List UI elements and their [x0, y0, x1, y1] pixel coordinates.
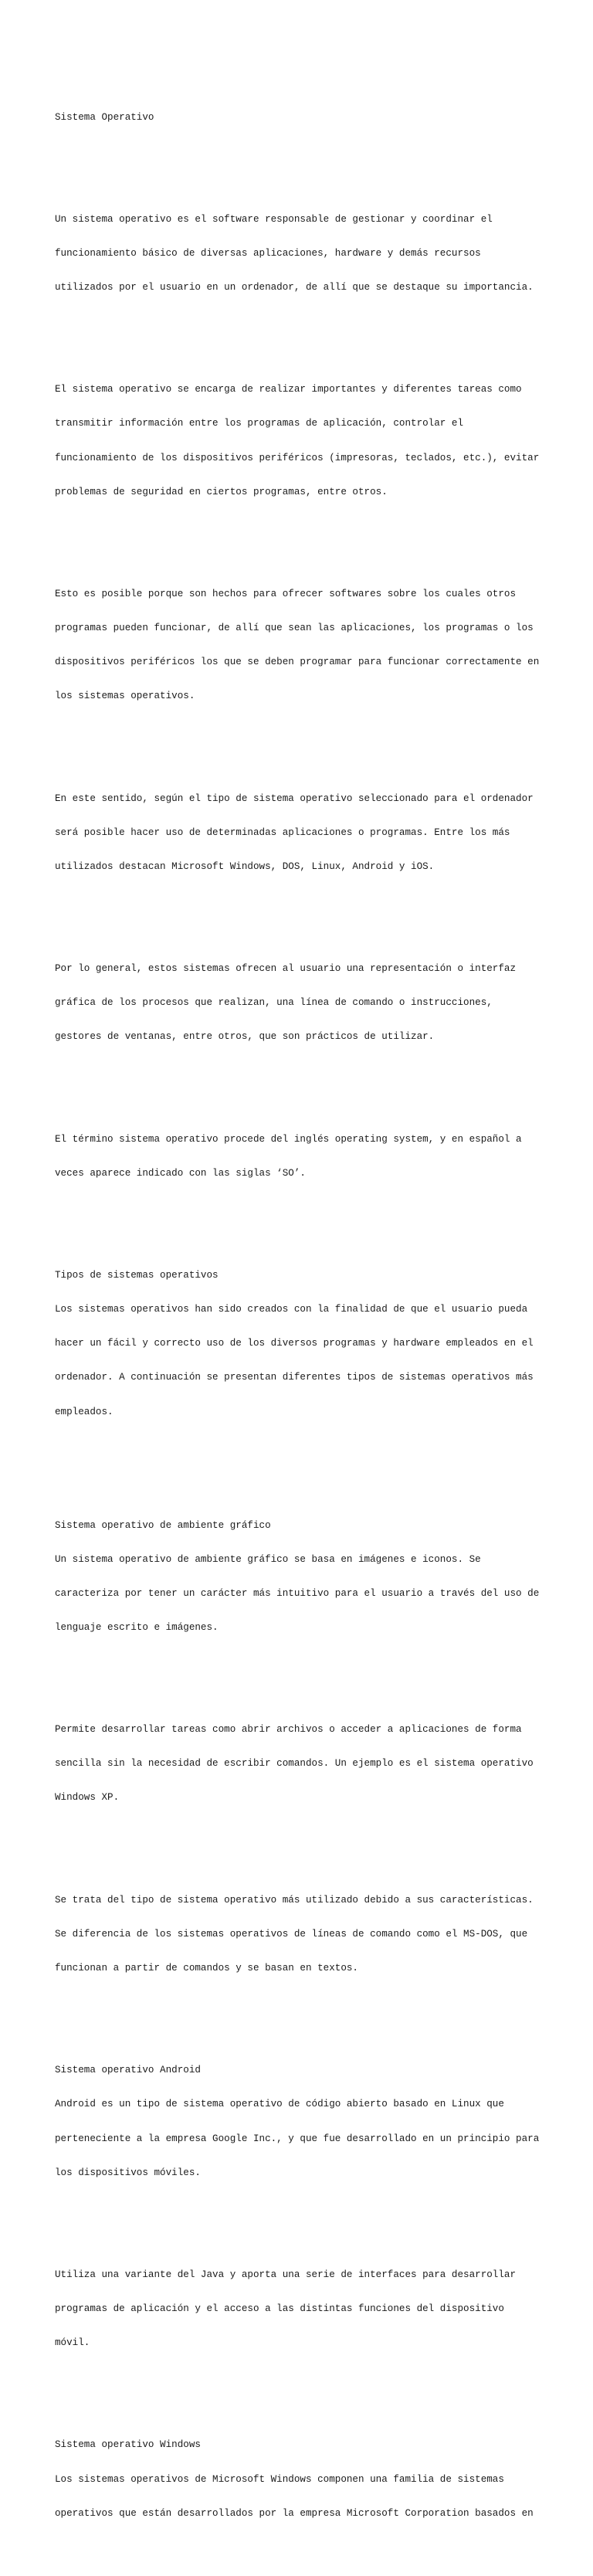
title-line: Sistema Operativo — [55, 111, 154, 123]
document-title — [55, 89, 549, 146]
section-grafico — [55, 1497, 549, 1656]
text-line: lenguaje escrito e imágenes. — [55, 1621, 219, 1633]
paragraph-5 — [55, 941, 549, 1066]
document-page — [55, 55, 549, 2576]
text-line: dispositivos periféricos los que se deben programar para funcionar correctamente en — [55, 657, 540, 668]
section-android — [55, 2042, 549, 2201]
text-line: Los sistemas operativos de Microsoft Windows componen una familia de sistemas — [55, 2473, 504, 2485]
paragraph-grafico-2 — [55, 1702, 549, 1827]
text-line: Un sistema operativo es el software responsable de gestionar y coordinar el — [55, 213, 493, 225]
text-line: Los sistemas operativos han sido creados con la finalidad de que el usuario pueda — [55, 1304, 528, 1315]
paragraph-intro — [55, 191, 549, 316]
text-line: Permite desarrollar tareas como abrir archivos o acceder a aplicaciones de forma — [55, 1724, 522, 1736]
text-line: será posible hacer uso de determinadas aplicaciones o programas. Entre los más — [55, 826, 510, 838]
section-heading: Sistema operativo de ambiente gráfico — [55, 1519, 271, 1531]
text-line: perteneciente a la empresa Google Inc., y que fue desarrollado en un principio para — [55, 2133, 540, 2144]
text-line: funcionamiento básico de diversas aplicaciones, hardware y demás recursos — [55, 247, 481, 259]
text-line: El término sistema operativo procede del inglés operating system, y en español a — [55, 1133, 522, 1145]
text-line: En este sentido, según el tipo de sistema operativo seleccionado para el ordenador — [55, 792, 534, 804]
text-line: problemas de seguridad en ciertos programas, entre otros. — [55, 486, 388, 497]
paragraph-grafico-3 — [55, 1872, 549, 1997]
section-heading: Tipos de sistemas operativos — [55, 1270, 219, 1281]
text-line: Un sistema operativo de ambiente gráfico se basa en imágenes e iconos. Se — [55, 1553, 481, 1565]
text-line: operativos que están desarrollados por la empresa Microsoft Corporation basados en — [55, 2507, 534, 2519]
section-heading: Sistema operativo Android — [55, 2065, 201, 2076]
text-line: caracteriza por tener un carácter más intuitivo para el usuario a través del uso de — [55, 1587, 540, 1599]
text-line: utilizados destacan Microsoft Windows, DOS, Linux, Android y iOS. — [55, 860, 435, 872]
text-line: utilizados por el usuario en un ordenador, de allí que se destaque su importancia. — [55, 282, 534, 294]
paragraph-6 — [55, 1111, 549, 1202]
text-line: ordenador. A continuación se presentan diferentes tipos de sistemas operativos más — [55, 1372, 534, 1383]
text-line: veces aparece indicado con las siglas ‘SO’. — [55, 1167, 306, 1179]
text-line: programas de aplicación y el acceso a las distintas funciones del dispositivo — [55, 2303, 504, 2315]
text-line: Se diferencia de los sistemas operativos de líneas de comando como el MS-DOS, que — [55, 1928, 528, 1940]
text-line: hacer un fácil y correcto uso de los diversos programas y hardware empleados en el — [55, 1338, 534, 1349]
text-line: gráfica de los procesos que realizan, una línea de comando o instrucciones, — [55, 997, 493, 1009]
paragraph-2 — [55, 361, 549, 521]
text-line: Se trata del tipo de sistema operativo más utilizado debido a sus características. — [55, 1894, 534, 1906]
text-line: Esto es posible porque son hechos para ofrecer softwares sobre los cuales otros — [55, 589, 517, 599]
text-line: funcionamiento de los dispositivos periféricos (impresoras, teclados, etc.), evitar — [55, 452, 540, 463]
section-windows — [55, 2417, 549, 2542]
paragraph-4 — [55, 770, 549, 895]
text-line: móvil. — [55, 2337, 90, 2349]
text-line: Por lo general, estos sistemas ofrecen al usuario una representación o interfaz — [55, 963, 517, 975]
text-line: Android es un tipo de sistema operativo de código abierto basado en Linux que — [55, 2099, 504, 2110]
text-line: funcionan a partir de comandos y se basan en textos. — [55, 1962, 358, 1974]
paragraph-android-2 — [55, 2247, 549, 2372]
text-line: gestores de ventanas, entre otros, que son prácticos de utilizar. — [55, 1031, 435, 1043]
text-line: programas pueden funcionar, de allí que sean las aplicaciones, los programas o los — [55, 623, 534, 634]
text-line: los dispositivos móviles. — [55, 2167, 201, 2178]
text-line: Windows XP. — [55, 1792, 120, 1804]
text-line: transmitir información entre los programas de aplicación, controlar el — [55, 418, 464, 429]
section-tipos — [55, 1247, 549, 1441]
text-line: los sistemas operativos. — [55, 691, 195, 702]
text-line: Utiliza una variante del Java y aporta una serie de interfaces para desarrollar — [55, 2269, 517, 2280]
text-line: El sistema operativo se encarga de realizar importantes y diferentes tareas como — [55, 384, 522, 395]
section-heading: Sistema operativo Windows — [55, 2439, 201, 2451]
text-line: sencilla sin la necesidad de escribir comandos. Un ejemplo es el sistema operativo — [55, 1758, 534, 1770]
paragraph-3 — [55, 566, 549, 725]
text-line: empleados. — [55, 1406, 114, 1417]
